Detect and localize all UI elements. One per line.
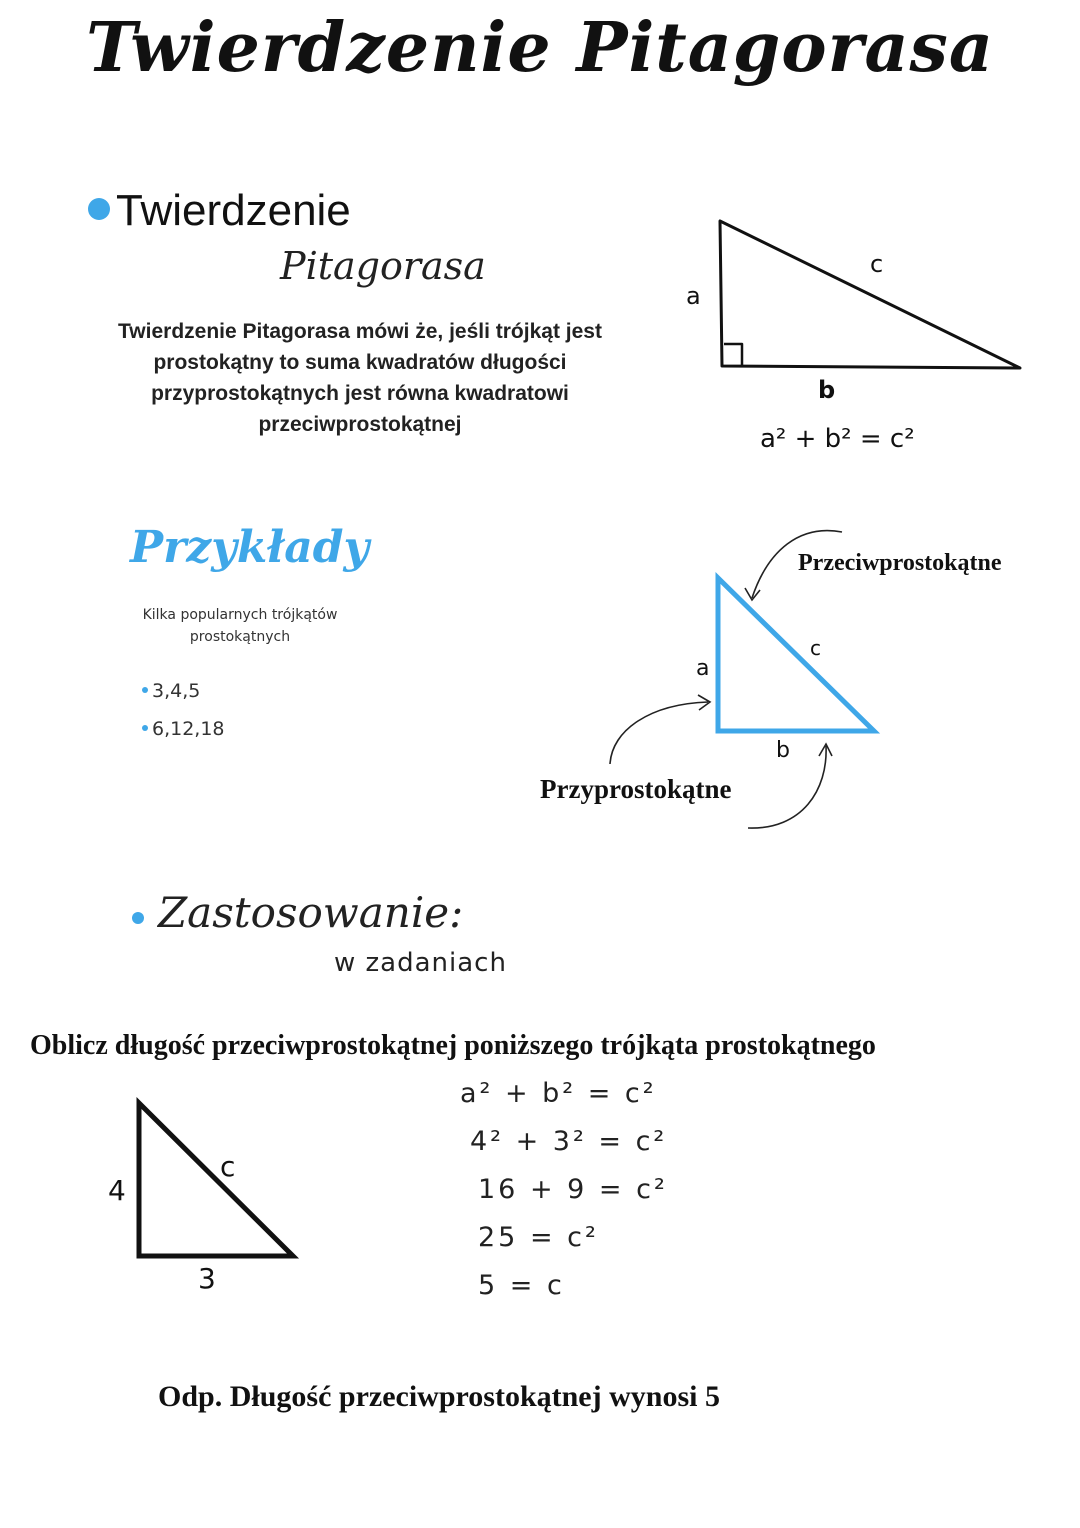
task-label-b: 3	[198, 1262, 216, 1295]
examples-description: Kilka popularnych trójkątów prostokątnych	[142, 607, 338, 645]
theorem-definition: Twierdzenie Pitagorasa mówi że, jeśli trójkąt jest prostokątny to suma kwadratów długości przyprostokątnych jest równa kwadratowi przeciwprostokątnej	[118, 320, 602, 436]
example-item-text: 3,4,5	[152, 680, 201, 702]
calc-step: 4² + 3² = c²	[470, 1126, 668, 1157]
task-label-c: c	[220, 1150, 236, 1183]
diagram1-label-a: a	[686, 282, 701, 310]
calc-step: a² + b² = c²	[460, 1078, 657, 1109]
section-subheading: Pitagorasa	[280, 244, 486, 288]
section-heading-text: Twierdzenie	[116, 186, 351, 235]
task-question: Oblicz długość przeciwprostokątnej poniższego trójkąta prostokątnego	[30, 1030, 876, 1061]
examples-title: Przykłady	[130, 522, 370, 573]
right-angle-icon	[724, 344, 742, 366]
application-heading-text: Zastosowanie:	[158, 888, 464, 937]
bullet-dot-icon	[132, 912, 144, 924]
legs-label: Przyprostokątne	[540, 774, 732, 804]
diagram2-label-a: a	[696, 656, 710, 681]
diagram1-triangle	[720, 221, 1020, 368]
pythagorean-formula: a² + b² = c²	[760, 424, 915, 454]
hypotenuse-label: Przeciwprostokątne	[798, 550, 1002, 576]
example-item-text: 6,12,18	[152, 718, 225, 740]
diagram2-label-c: c	[810, 636, 821, 660]
application-note: w zadaniach	[334, 948, 507, 978]
calc-step: 25 = c²	[478, 1222, 599, 1253]
task-label-a: 4	[108, 1174, 126, 1207]
calc-step: 5 = c	[478, 1270, 565, 1301]
arrow-leg-a	[610, 702, 708, 764]
calc-step: 16 + 9 = c²	[478, 1174, 668, 1205]
page-title: Twierdzenie Pitagorasa	[86, 8, 994, 88]
diagram2-label-b: b	[776, 738, 790, 763]
example-item	[142, 680, 200, 702]
task-answer: Odp. Długość przeciwprostokątnej wynosi 5	[158, 1380, 720, 1413]
diagram1-label-b: b	[818, 376, 836, 404]
bullet-dot-icon	[142, 725, 148, 731]
bullet-dot-icon	[142, 687, 148, 693]
diagram2-triangle	[718, 578, 874, 731]
diagram1-label-c: c	[870, 250, 884, 278]
example-item	[142, 718, 225, 740]
arrow-head-icon	[745, 588, 760, 600]
task-triangle	[139, 1103, 293, 1256]
application-heading	[132, 888, 463, 937]
